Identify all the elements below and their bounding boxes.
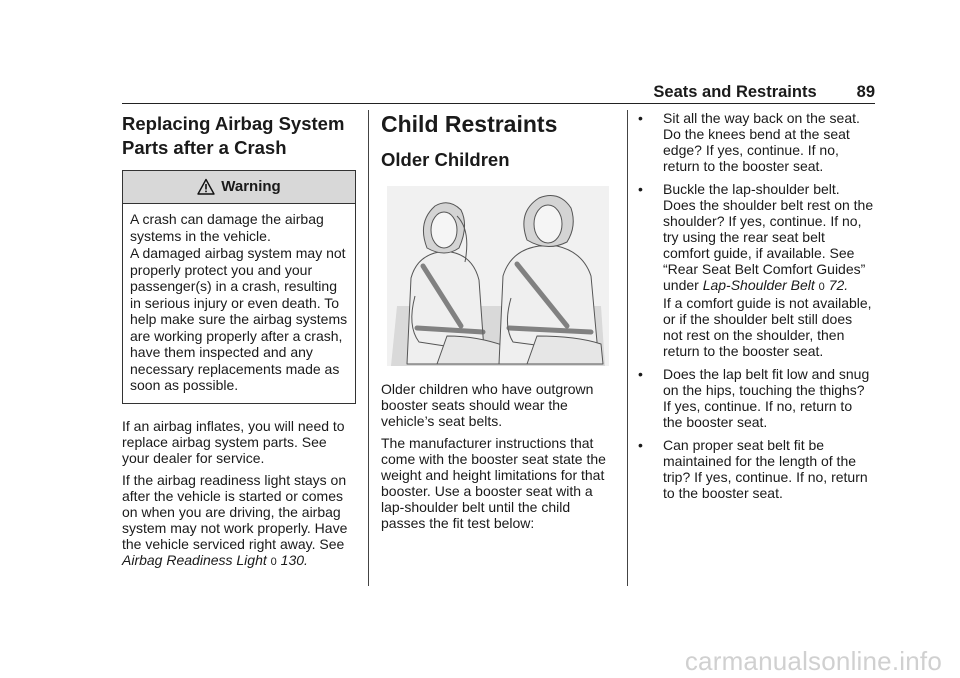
list-item xyxy=(638,366,875,430)
cross-reference-link[interactable]: Lap-Shoulder Belt xyxy=(702,277,815,293)
body-paragraph: If an airbag inflates, you will need to replace airbag system parts. See your dealer for service. xyxy=(122,417,345,466)
list-item xyxy=(638,437,875,501)
page-ref-arrow-icon: 0 xyxy=(818,281,825,293)
paragraph-text: If the airbag readiness light stays on after the vehicle is started or comes on when you are driving, the airbag system may not work properly. Have the vehicle serviced right away. See xyxy=(122,471,348,552)
section-heading: Replacing Airbag System Parts after a Crash xyxy=(122,113,345,158)
warning-header xyxy=(123,171,355,204)
warning-text: A damaged airbag system may not properly protect you and your passenger(s) in a crash, resulting in serious injury or even death. To help make sure the airbag systems are working properly after a crash, have them inspected and any necessary replacements made as soon as possible. xyxy=(130,245,348,393)
page-reference: 130. xyxy=(280,551,308,568)
column-divider xyxy=(368,110,369,586)
bullet-icon: • xyxy=(638,110,643,126)
bullet-icon: • xyxy=(638,366,643,382)
bullet-icon: • xyxy=(638,181,643,197)
subsection-heading: Older Children xyxy=(381,149,510,170)
children-seatbelt-illustration xyxy=(387,186,609,366)
list-item-text-part: Buckle the lap-shoulder belt. Does the shoulder belt rest on the shoulder? If yes, continue. If no, try using the rear seat belt comfort guide, if available. See “Rear Seat Belt Comfort Guides” under xyxy=(663,181,874,293)
list-item xyxy=(638,181,875,359)
column-1 xyxy=(122,110,356,576)
list-item-text-part: If a comfort guide is not available, or if the shoulder belt still does not rest on the shoulder, then return to the booster seat. xyxy=(663,295,872,359)
page-reference: 72. xyxy=(828,277,849,293)
header-rule xyxy=(122,103,875,104)
page-header xyxy=(560,80,875,102)
warning-text: A crash can damage the airbag systems in the vehicle. xyxy=(130,211,324,244)
column-3 xyxy=(638,110,875,508)
warning-icon xyxy=(197,178,215,196)
list-item-text: Sit all the way back on the seat. Do the knees bend at the seat edge? If yes, continue. If no, return to the booster seat. xyxy=(663,110,860,174)
page-ref-arrow-icon: 0 xyxy=(270,555,277,568)
page-number: 89 xyxy=(856,83,875,101)
watermark: carmanualsonline.info xyxy=(684,646,942,676)
cross-reference-link[interactable]: Airbag Readiness Light xyxy=(122,551,267,568)
list-item xyxy=(638,110,875,174)
bullet-icon: • xyxy=(638,437,643,453)
list-item-text xyxy=(663,181,875,359)
body-paragraph: Older children who have outgrown booster seats should wear the vehicle’s seat belts. xyxy=(381,381,594,429)
list-item-text: Does the lap belt fit low and snug on the hips, touching the thighs? If yes, continue. If no, return to the booster seat. xyxy=(663,366,870,430)
chapter-heading: Child Restraints xyxy=(381,111,558,137)
list-item-text: Can proper seat belt fit be maintained for the length of the trip? If yes, continue. If no, return to the booster seat. xyxy=(663,437,868,501)
warning-title: Warning xyxy=(221,178,281,195)
warning-body xyxy=(123,204,355,403)
body-paragraph: The manufacturer instructions that come with the booster seat state the weight and height limitations for that booster. Use a booster seat with a lap-shoulder belt until the child passes the fit test below: xyxy=(381,435,606,531)
section-title: Seats and Restraints xyxy=(653,83,817,101)
body-paragraph xyxy=(122,472,356,570)
warning-box xyxy=(122,170,356,404)
column-divider xyxy=(627,110,628,586)
column-2 xyxy=(381,110,614,537)
